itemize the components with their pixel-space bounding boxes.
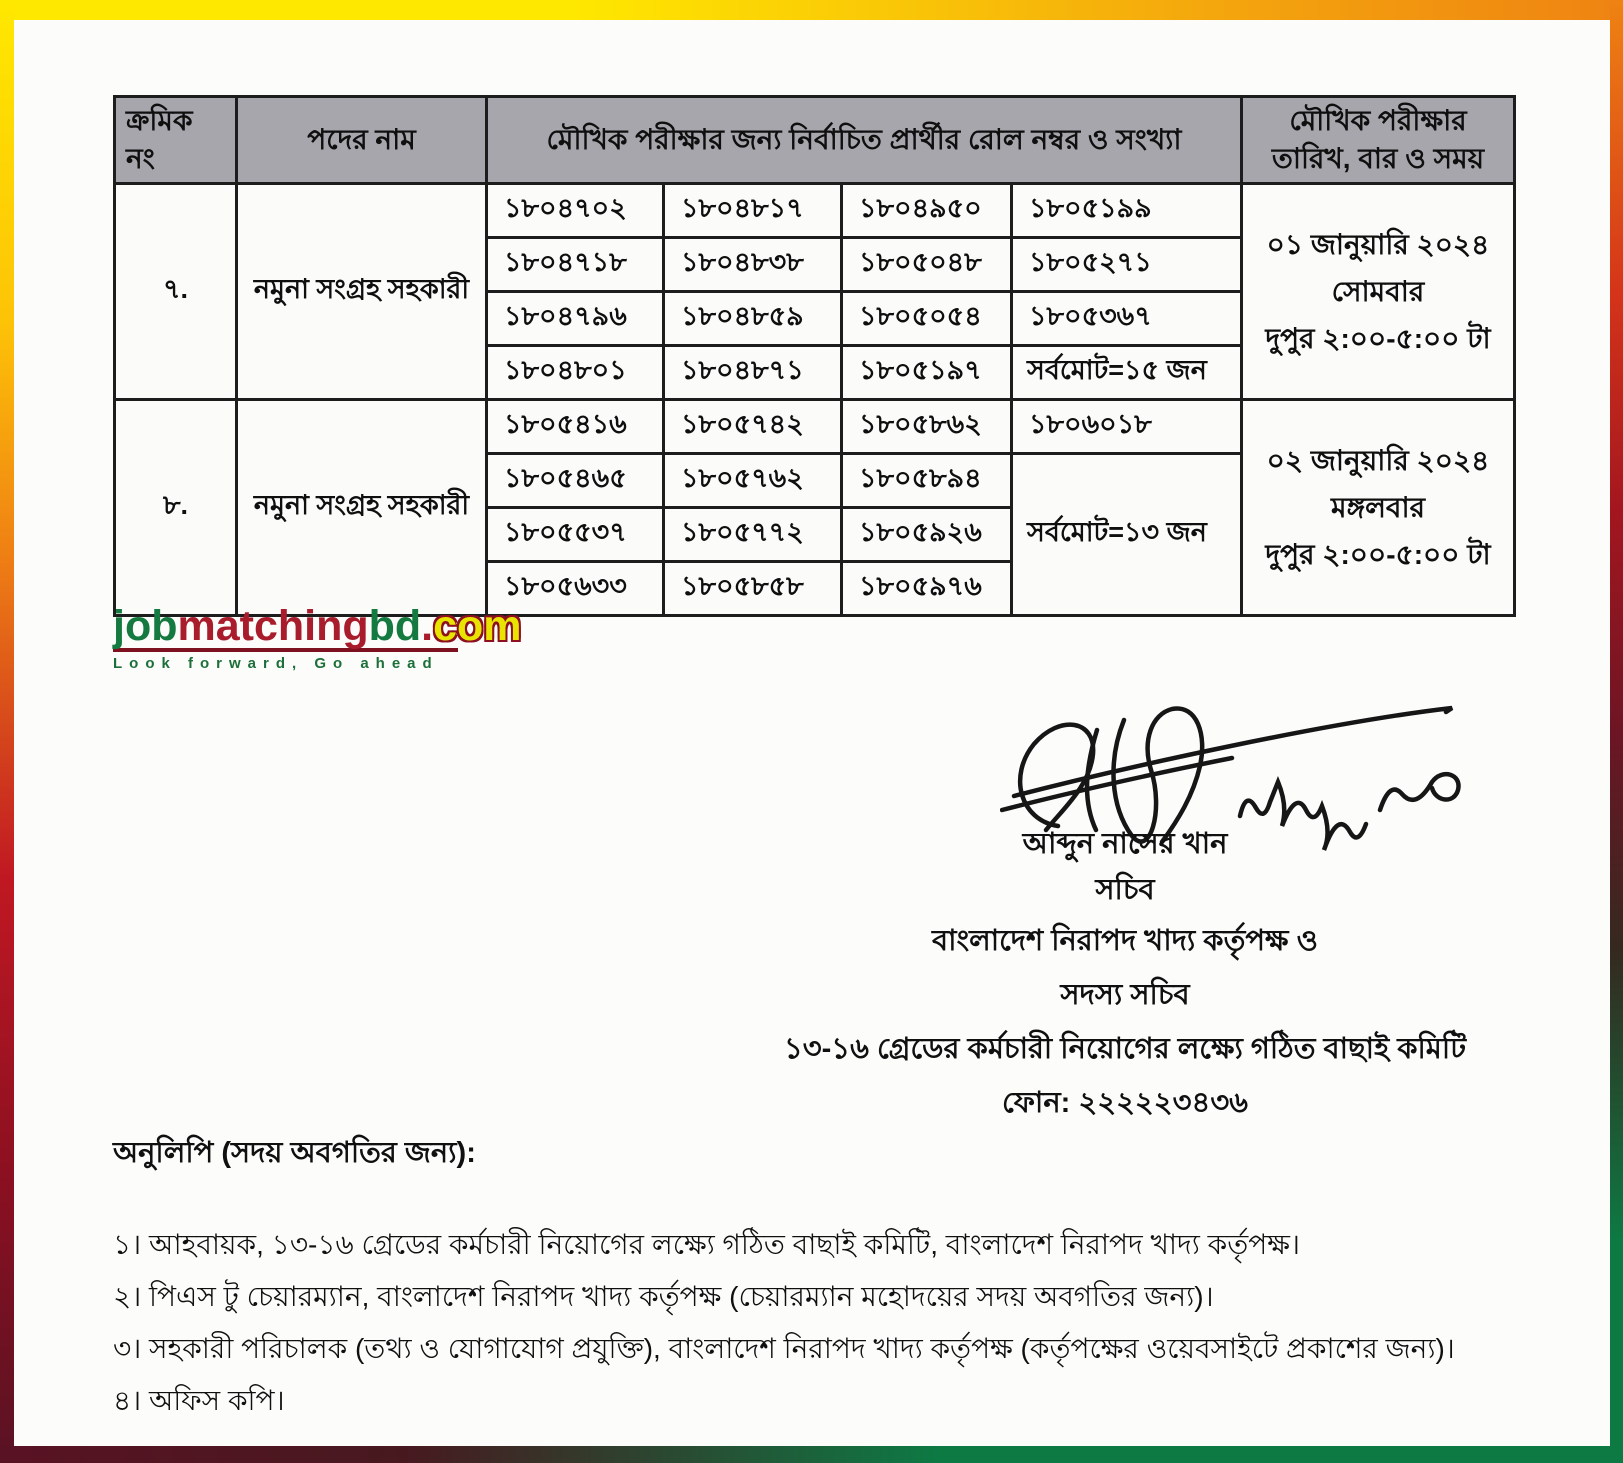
logo-part-com: com xyxy=(433,602,522,650)
roll-number: ১৮০৫৩৬৭ xyxy=(1012,292,1242,346)
jobmatchingbd-logo xyxy=(113,604,522,672)
roll-number: ১৮০৫৭৭২ xyxy=(664,508,842,562)
roll-number: ১৮০৪৮৩৮ xyxy=(664,238,842,292)
table-header-row xyxy=(115,97,1515,184)
roll-number: ১৮০৪৯৫০ xyxy=(842,184,1012,238)
copies-item-2: ২। পিএস টু চেয়ারম্যান, বাংলাদেশ নিরাপদ খাদ্য কর্তৃপক্ষ (চেয়ারম্যান মহোদয়ের সদয় অবগতির জন্য)। xyxy=(113,1281,1214,1312)
signatory-phone: ফোন: ২২২২২৩৪৩৬ xyxy=(1001,1087,1249,1119)
header-post: পদের নাম xyxy=(237,97,487,184)
roll-number: ১৮০৪৭০২ xyxy=(487,184,664,238)
total-count-8: সর্বমোট=১৩ জন xyxy=(1012,454,1242,616)
logo-part-matching: matching xyxy=(177,602,369,650)
schedule-date: ০২ জানুয়ারি ২০২৪ xyxy=(1266,445,1490,476)
roll-number: ১৮০৪৮৭১ xyxy=(664,346,842,400)
roll-number: ১৮০৫৮৬২ xyxy=(842,400,1012,454)
roll-number: ১৮০৫২৭১ xyxy=(1012,238,1242,292)
roll-number: ১৮০৫৭৪২ xyxy=(664,400,842,454)
header-rolls: মৌখিক পরীক্ষার জন্য নির্বাচিত প্রার্থীর রোল নম্বর ও সংখ্যা xyxy=(487,97,1242,184)
roll-number: ১৮০৫৪১৬ xyxy=(487,400,664,454)
logo-wordmark xyxy=(113,604,522,648)
frame-left-border xyxy=(0,0,14,1463)
serial-7: ৭. xyxy=(115,184,237,400)
schedule-time: দুপুর ২:০০-৫:০০ টা xyxy=(1265,539,1491,570)
logo-tagline: Look forward, Go ahead xyxy=(113,655,439,672)
roll-number: ১৮০৪৮৫৯ xyxy=(664,292,842,346)
roll-number: ১৮০৫৪৬৫ xyxy=(487,454,664,508)
serial-8: ৮. xyxy=(115,400,237,616)
schedule-date: ০১ জানুয়ারি ২০২৪ xyxy=(1266,229,1490,260)
roll-number: ১৮০৫৬৩৩ xyxy=(487,562,664,616)
roll-number: ১৮০৫১৯৭ xyxy=(842,346,1012,400)
schedule-day: মঙ্গলবার xyxy=(1330,492,1426,523)
copies-section xyxy=(113,1130,1533,1427)
schedule-8 xyxy=(1242,400,1515,616)
logo-part-dot: . xyxy=(421,602,434,650)
copies-item-3: ৩। সহকারী পরিচালক (তথ্য ও যোগাযোগ প্রযুক্তি), বাংলাদেশ নিরাপদ খাদ্য কর্তৃপক্ষ (কর্তৃপক্ষের ওয়েবসাইটে প্রকাশের জন্য)। xyxy=(113,1333,1455,1364)
viva-schedule-table xyxy=(113,95,1516,617)
signatory-organization: বাংলাদেশ নিরাপদ খাদ্য কর্তৃপক্ষ ও xyxy=(932,925,1318,957)
table-row xyxy=(115,400,1515,454)
roll-number: ১৮০৪৮১৭ xyxy=(664,184,842,238)
signatory-member-secretary: সদস্য সচিব xyxy=(1060,979,1190,1011)
schedule-time: দুপুর ২:০০-৫:০০ টা xyxy=(1265,323,1491,354)
roll-number: ১৮০৫৯২৬ xyxy=(842,508,1012,562)
signatory-name: আব্দুন নাসের খান xyxy=(1022,828,1228,860)
roll-number: ১৮০৫৫৩৭ xyxy=(487,508,664,562)
copies-item-4: ৪। অফিস কপি। xyxy=(113,1385,285,1416)
post-name-8: নমুনা সংগ্রহ সহকারী xyxy=(237,400,487,616)
schedule-7 xyxy=(1242,184,1515,400)
roll-number: ১৮০৪৭৯৬ xyxy=(487,292,664,346)
roll-number: ১৮০৪৮০১ xyxy=(487,346,664,400)
roll-number: ১৮০৫৮৯৪ xyxy=(842,454,1012,508)
roll-number: ১৮০৫৮৫৮ xyxy=(664,562,842,616)
copies-heading: অনুলিপি (সদয় অবগতির জন্য): xyxy=(113,1137,476,1169)
table-row xyxy=(115,184,1515,238)
roll-number: ১৮০৫৯৭৬ xyxy=(842,562,1012,616)
roll-number: ১৮০৫৭৬২ xyxy=(664,454,842,508)
total-count-7: সর্বমোট=১৫ জন xyxy=(1012,346,1242,400)
schedule-day: সোমবার xyxy=(1331,276,1425,307)
roll-number: ১৮০৬০১৮ xyxy=(1012,400,1242,454)
signatory-designation: সচিব xyxy=(1095,874,1155,906)
frame-right-border xyxy=(1610,0,1623,1463)
header-serial: ক্রমিক নং xyxy=(115,97,237,184)
roll-number: ১৮০৫০৫৪ xyxy=(842,292,1012,346)
post-name-7: নমুনা সংগ্রহ সহকারী xyxy=(237,184,487,400)
header-schedule: মৌখিক পরীক্ষার তারিখ, বার ও সময় xyxy=(1242,97,1515,184)
frame-top-border xyxy=(0,0,1623,20)
signatory-committee: ১৩-১৬ গ্রেডের কর্মচারী নিয়োগের লক্ষ্যে গঠিত বাছাই কমিটি xyxy=(783,1033,1467,1065)
roll-number: ১৮০৪৭১৮ xyxy=(487,238,664,292)
logo-part-bd: bd xyxy=(368,602,422,650)
logo-part-job: job xyxy=(113,602,178,650)
copies-item-1: ১। আহবায়ক, ১৩-১৬ গ্রেডের কর্মচারী নিয়োগের লক্ষ্যে গঠিত বাছাই কমিটি, বাংলাদেশ নিরাপদ খাদ্য কর্তৃপক্ষ। xyxy=(113,1229,1300,1260)
roll-number: ১৮০৫০৪৮ xyxy=(842,238,1012,292)
roll-number: ১৮০৫১৯৯ xyxy=(1012,184,1242,238)
signatory-block xyxy=(775,822,1475,1130)
frame-bottom-border xyxy=(0,1446,1623,1463)
